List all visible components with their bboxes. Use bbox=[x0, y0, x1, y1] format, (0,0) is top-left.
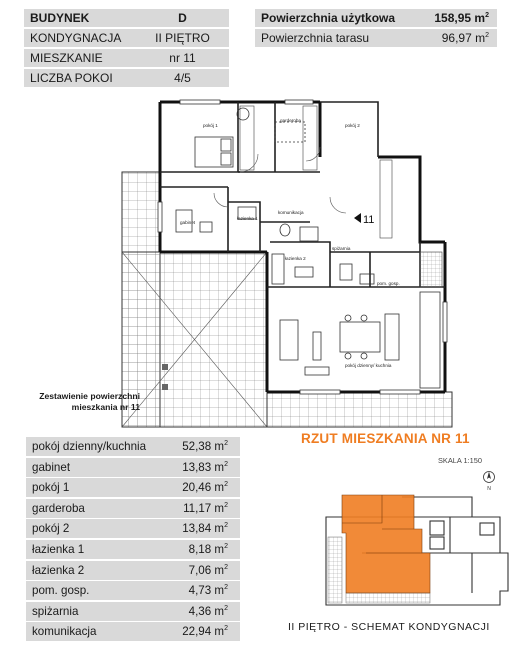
room-label: łazienka 2 bbox=[285, 256, 306, 261]
room-area: 7,06 $m^2$ bbox=[188, 563, 228, 577]
room-label: łazienka 1 bbox=[237, 216, 258, 221]
area-info-table bbox=[255, 9, 497, 49]
room-name: łazienka 1 bbox=[32, 542, 85, 556]
apartment-highlight bbox=[342, 495, 430, 593]
room-name: pokój 2 bbox=[32, 522, 70, 536]
room-area: 20,46 $m^2$ bbox=[182, 481, 228, 495]
summary-label: Zestawienie powierzchni mieszkania nr 11 bbox=[39, 391, 140, 412]
info-row-rooms bbox=[24, 69, 229, 87]
info-row-terrace-area bbox=[255, 29, 497, 47]
info-value: nr 11 bbox=[169, 51, 196, 65]
room-area: 4,36 $m^2$ bbox=[188, 604, 228, 618]
info-value: D bbox=[178, 11, 187, 25]
room-area-table bbox=[26, 437, 240, 643]
room-label: gabinet bbox=[180, 220, 196, 225]
info-value: 96,97 $m^2$ bbox=[441, 31, 489, 45]
info-row-apartment bbox=[24, 49, 229, 67]
room-label: pokój 1 bbox=[203, 123, 218, 128]
room-name: gabinet bbox=[32, 460, 71, 474]
table-row bbox=[26, 622, 240, 641]
info-row-floor bbox=[24, 29, 229, 47]
info-label: BUDYNEK bbox=[30, 11, 90, 25]
room-label: pokój 2 bbox=[345, 123, 360, 128]
plan-scale: SKALA 1:150 bbox=[438, 456, 482, 465]
table-row bbox=[26, 458, 240, 477]
room-area: 11,17 $m^2$ bbox=[183, 501, 228, 515]
info-label: KONDYGNACJA bbox=[30, 31, 122, 45]
apartment-info-table bbox=[24, 9, 229, 89]
info-label: MIESZKANIE bbox=[30, 51, 103, 65]
table-row bbox=[26, 581, 240, 600]
table-row bbox=[26, 540, 240, 559]
info-value: 4/5 bbox=[174, 71, 191, 85]
room-name: garderoba bbox=[32, 501, 85, 515]
room-label: pom. gosp. bbox=[377, 281, 400, 286]
table-row bbox=[26, 478, 240, 497]
entrance-arrow-icon bbox=[354, 213, 361, 223]
north-label: N bbox=[487, 486, 491, 492]
room-area: 4,73 $m^2$ bbox=[188, 584, 228, 598]
info-row-building bbox=[24, 9, 229, 27]
info-label: Powierzchnia tarasu bbox=[261, 31, 370, 45]
room-area: 22,94 $m^2$ bbox=[182, 625, 228, 639]
room-area: 13,83 $m^2$ bbox=[182, 460, 228, 474]
room-label: pokój dzienny/ kuchnia bbox=[345, 363, 392, 368]
room-name: łazienka 2 bbox=[32, 563, 85, 577]
info-value: 158,95 $m^2$ bbox=[434, 11, 489, 25]
north-arrow-icon bbox=[482, 470, 496, 492]
table-row bbox=[26, 561, 240, 580]
room-name: pokój 1 bbox=[32, 481, 70, 495]
info-value: II PIĘTRO bbox=[155, 31, 210, 45]
room-name: komunikacja bbox=[32, 625, 97, 639]
info-label: LICZBA POKOI bbox=[30, 71, 113, 85]
info-label: Powierzchnia użytkowa bbox=[261, 11, 396, 25]
room-area: 52,38 $m^2$ bbox=[182, 440, 228, 453]
room-label: spiżarnia bbox=[332, 246, 351, 251]
door-label: 11 bbox=[363, 214, 375, 226]
info-row-usable-area bbox=[255, 9, 497, 27]
room-area: 13,84 $m^2$ bbox=[182, 522, 228, 536]
room-name: spiżarnia bbox=[32, 604, 79, 618]
table-row bbox=[26, 437, 240, 456]
room-name: pom. gosp. bbox=[32, 584, 90, 598]
floor-plan bbox=[120, 92, 465, 428]
table-row bbox=[26, 519, 240, 538]
floor-schema-label: II PIĘTRO - SCHEMAT KONDYGNACJI bbox=[288, 621, 490, 633]
room-label: garderoba bbox=[280, 118, 301, 123]
room-area: 8,18 $m^2$ bbox=[188, 542, 228, 556]
room-label: komunikacja bbox=[278, 210, 304, 215]
room-name: pokój dzienny/kuchnia bbox=[32, 440, 147, 453]
table-row bbox=[26, 499, 240, 518]
table-row bbox=[26, 602, 240, 621]
floor-key-plan bbox=[322, 493, 510, 611]
plan-title: RZUT MIESZKANIA NR 11 bbox=[301, 431, 470, 446]
